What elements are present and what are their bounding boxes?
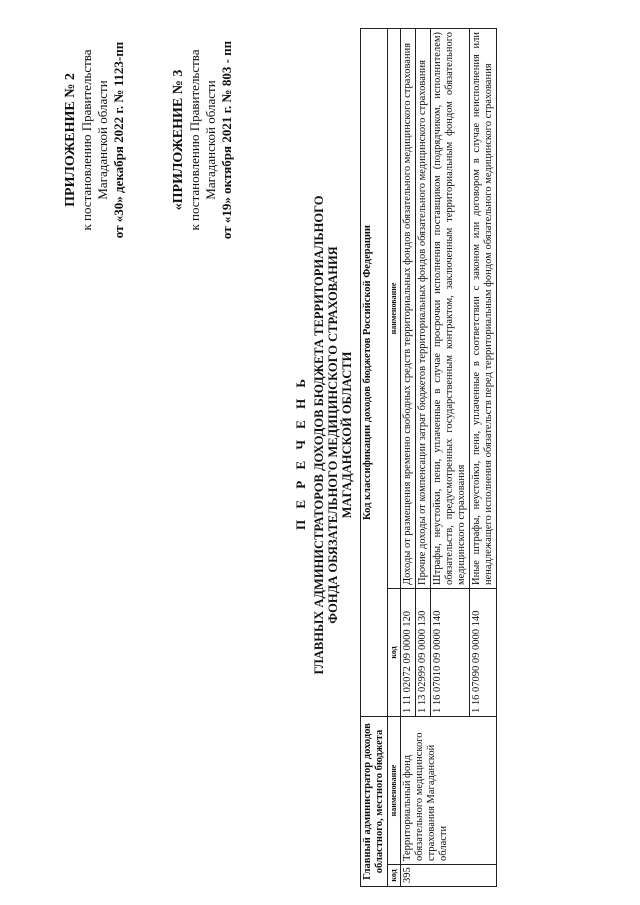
appendix-3-title: «ПРИЛОЖЕНИЕ № 3 bbox=[171, 69, 186, 211]
table-row bbox=[401, 28, 416, 886]
revenue-code: 1 16 07010 09 0000 140 bbox=[431, 588, 470, 716]
document-heading: П Е Р Е Ч Е Н Ь bbox=[293, 374, 308, 531]
revenue-name: Прочие доходы от компенсации затрат бюджетов территориальных фондов обязательного медицинского страхования bbox=[416, 28, 431, 588]
appendix-3-line2: Магаданской области bbox=[203, 80, 218, 200]
appendix-2-date: от «30» декабря 2022 г. № 1123-пп bbox=[111, 41, 126, 239]
admin-name: Территориальный фонд обязательного медицинского страхования Магаданской области bbox=[401, 716, 497, 864]
appendix-3-line1: к постановлению Правительства bbox=[187, 49, 202, 231]
subheader-code: код bbox=[388, 865, 401, 887]
appendix-2-line2: Магаданской области bbox=[95, 80, 110, 200]
subheader-name: наименование bbox=[388, 716, 401, 864]
revenue-name: Доходы от размещения временно свободных средств территориальных фондов обязательного медицинского страхования bbox=[401, 28, 416, 588]
revenue-code: 1 13 02999 09 0000 130 bbox=[416, 588, 431, 716]
appendix-3-date: от «19» октября 2021 г. № 803 - пп bbox=[219, 40, 234, 240]
appendix-2-header bbox=[62, 15, 127, 265]
appendix-3-header bbox=[170, 15, 235, 265]
revenue-code: 1 16 07090 09 0000 140 bbox=[470, 588, 497, 716]
document-title bbox=[312, 185, 354, 685]
revenue-name: Иные штрафы, неустойки, пени, уплаченные в соответствии с законом или договором в случае неисполнения или ненадлежащего исполнения обязательств перед территориальным фондом обязательного медицинского страхования bbox=[470, 28, 497, 588]
subheader-name-2: наименование bbox=[388, 28, 401, 588]
appendix-2-title: ПРИЛОЖЕНИЕ № 2 bbox=[63, 73, 78, 207]
subheader-code-2: код bbox=[388, 588, 401, 716]
admin-code: 395 bbox=[401, 865, 497, 887]
appendix-2-line1: к постановлению Правительства bbox=[79, 49, 94, 231]
title-line: ГЛАВНЫХ АДМИНИСТРАТОРОВ ДОХОДОВ БЮДЖЕТА ТЕРРИТОРИАЛЬНОГО bbox=[312, 195, 326, 675]
revenue-code: 1 11 02072 09 0000 120 bbox=[401, 588, 416, 716]
header-classification: Код классификации доходов бюджетов Российской Федерации bbox=[361, 28, 388, 716]
revenue-table bbox=[360, 28, 497, 887]
title-line: МАГАДАНСКОЙ ОБЛАСТИ bbox=[340, 351, 354, 519]
header-admin: Главный администратор доходов областного, местного бюджета bbox=[361, 716, 388, 886]
title-line: ФОНДА ОБЯЗАТЕЛЬНОГО МЕДИЦИНСКОГО СТРАХОВАНИЯ bbox=[326, 246, 340, 624]
revenue-name: Штрафы, неустойки, пени, уплаченные в случае просрочки исполнения поставщиком (подрядчиком, исполнителем) обязательств, предусмотренных государственным контрактом, заключенным территориальным фондом обязательного медицинского страхования bbox=[431, 28, 470, 588]
